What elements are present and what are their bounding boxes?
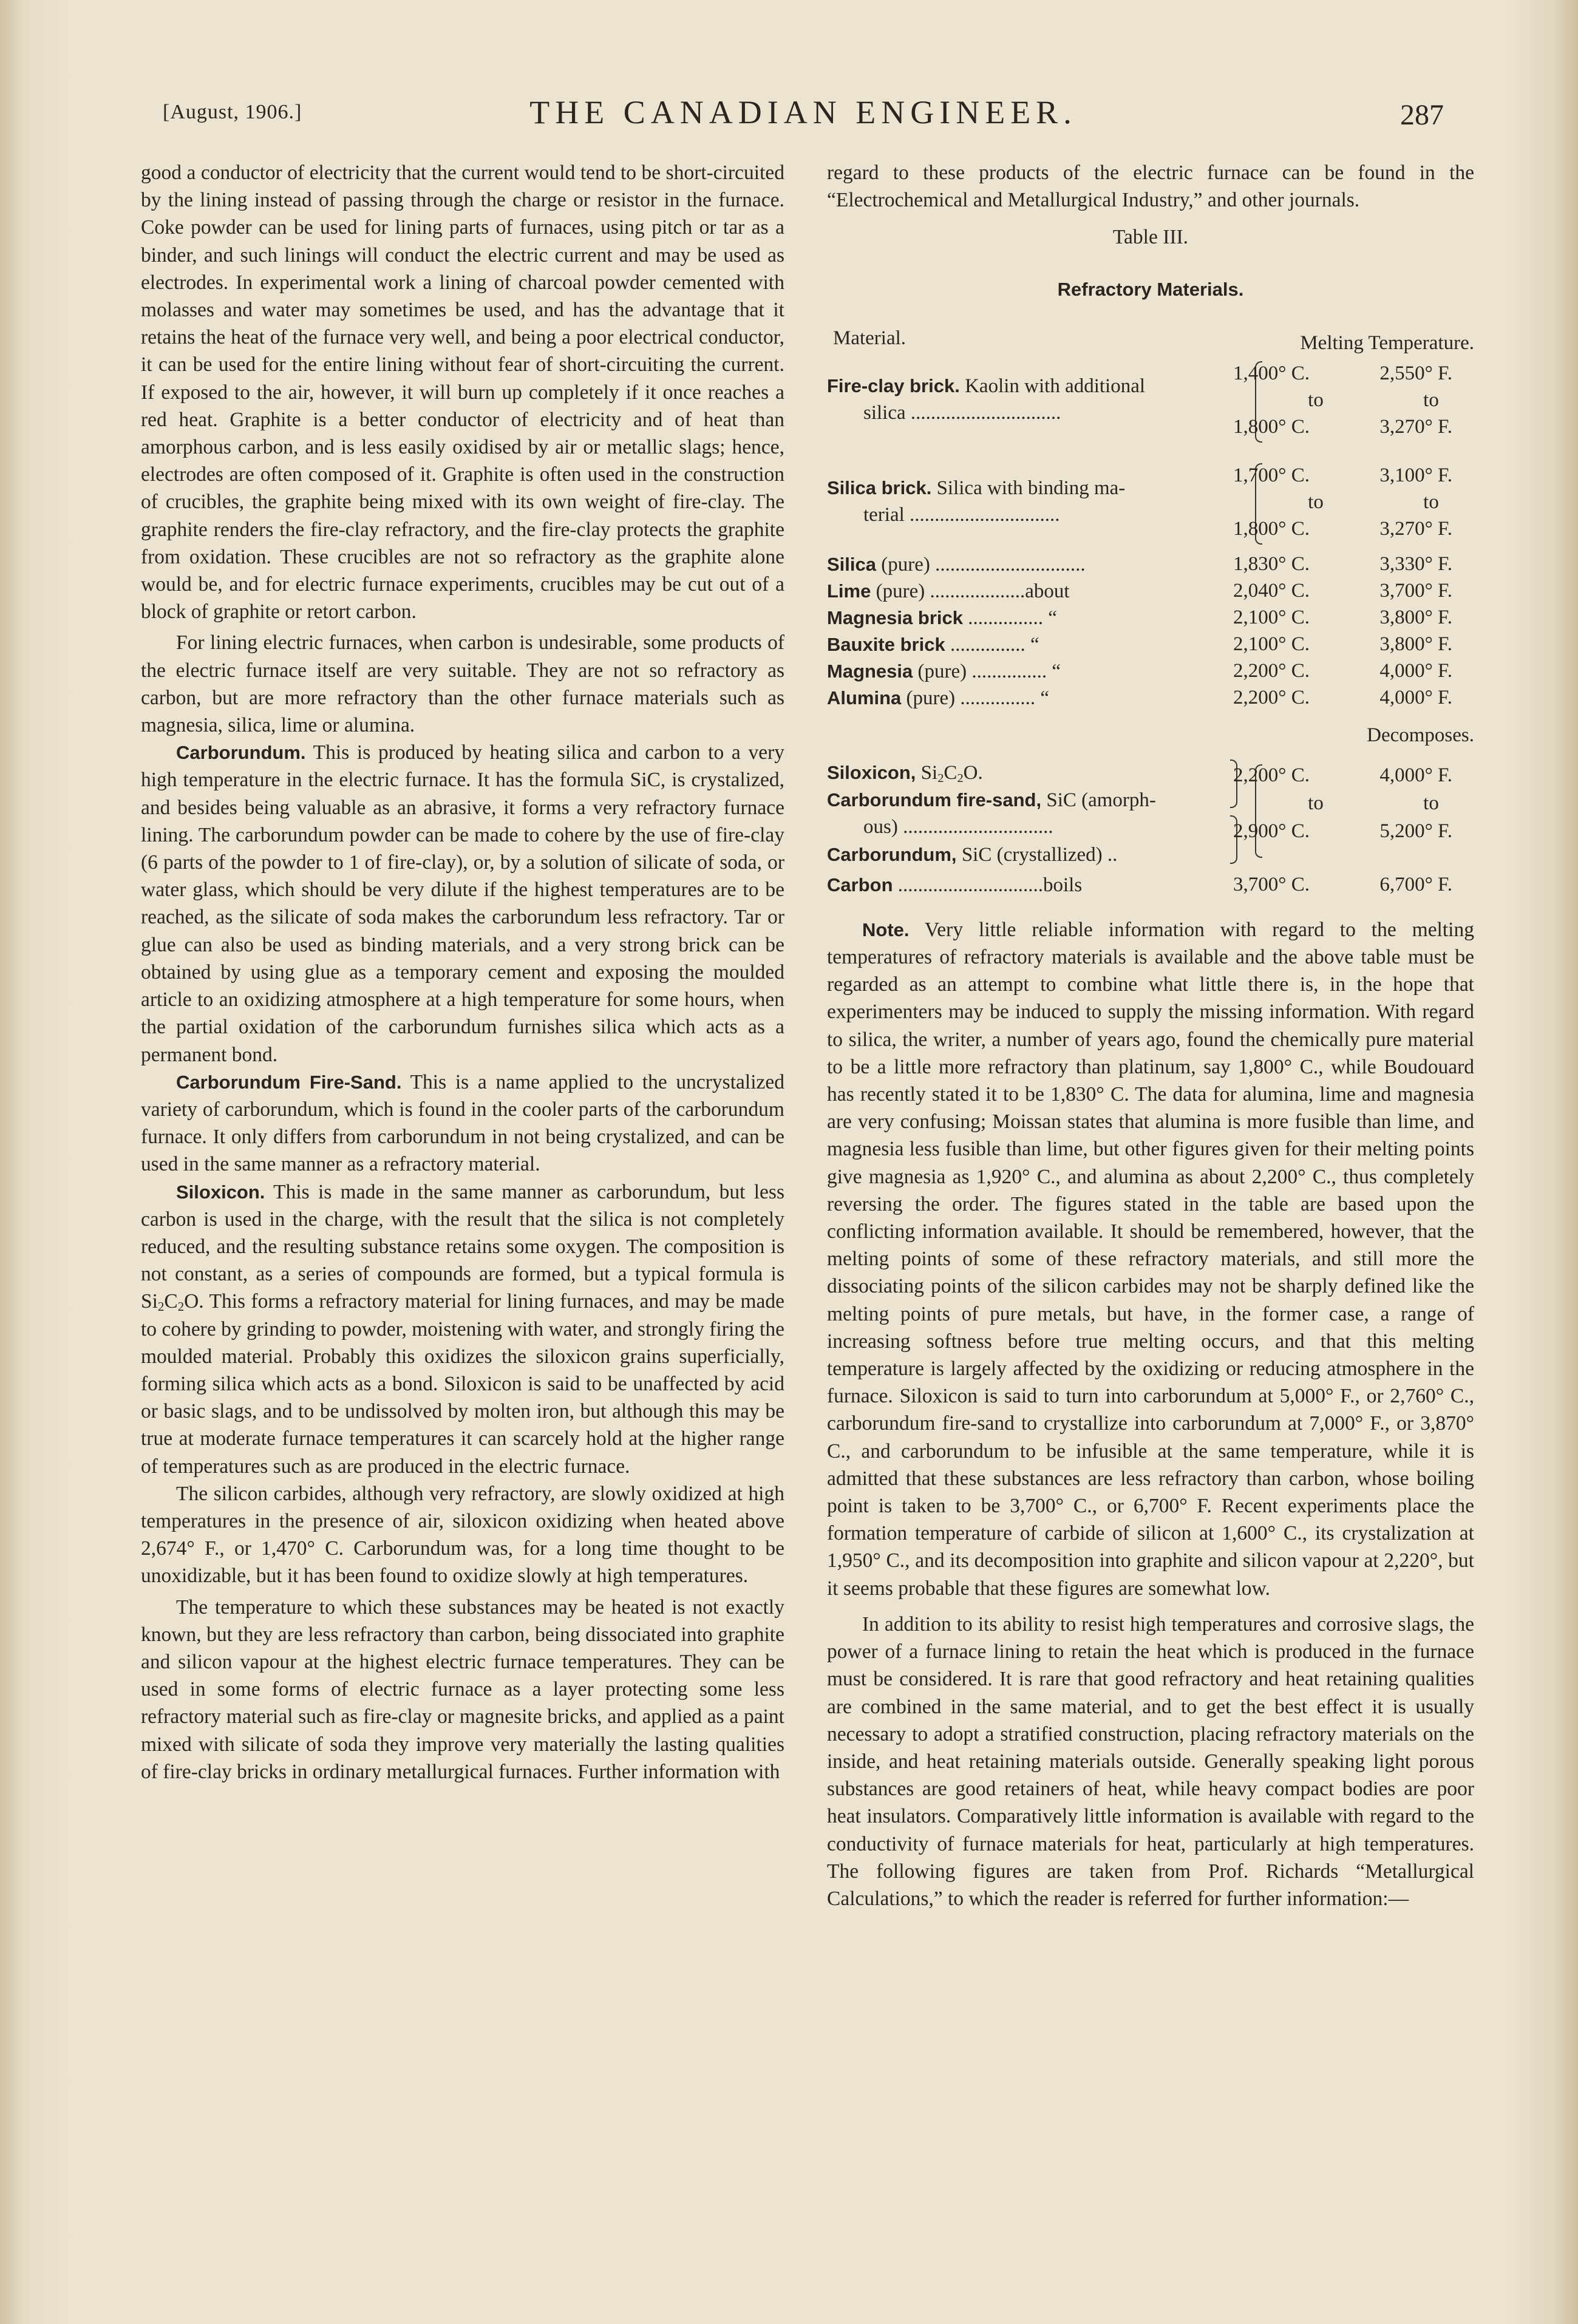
paragraph-body: This is a name applied to the uncrystalized variety of carborundum, which is found in the cooler parts of the carborundum furnace. It only differs from carborundum in not being crystalized, and can be used in the same manner as a refractory material. — [141, 1070, 784, 1176]
column-header-melting: Melting Temperature. — [1300, 331, 1474, 354]
row-siloxicon: Siloxicon, $Si_2C_2O$. — [827, 761, 983, 785]
temp-f: 3,800° F. — [1379, 633, 1452, 655]
table-caption: Table III. — [1112, 226, 1189, 249]
material-note: .............................boils — [897, 874, 1083, 896]
paragraph: regard to these products of the electric furnace can be found in the “Electrochemical and Metallurgical Industry,” and other journals. — [827, 161, 1474, 212]
material-desc: SiC (crystallized) .. — [961, 843, 1118, 866]
range-to: to — [1423, 491, 1439, 513]
temp-c: 1,700° C. — [1233, 464, 1310, 486]
paragraph-body: Very little reliable information with regard to the melting temperatures of refractory materials is available and the above table must be regarded as an attempt to combine what little there is, in the hope that experimenters may be induced to supply the missing information. With regard to silica, the writer, a number of years ago, found the chemically pure material to be a little more refractory than platinum, say 1,800° C., while Boudouard has recently stated it to be 1,830° C. The data for alumina, lime and magnesia are very confusing; Moissan states that alumina is more fusible than lime, and magnesia less fusible than lime, but other figures given for their melting points give magnesia as 1,920° C., and alumina as about 2,200° C., thus completely reversing the order. The figures stated in the table are based upon the conflicting information available. It should be remembered, however, that the melting points of some of these refractory materials, and still more the dissociating points of the silicon carbides may not be sharply defined like the melting points of pure metals, but have, in the former case, a range of increasing softness before true melting occurs, and that this melting temperature is largely affected by the oxidizing or reducing atmosphere in the furnace. Siloxicon is said to turn into carborundum at 5,000° F., or 2,760° C., carborundum fire-sand to crystallize into carborundum at 7,000° F., or 3,870° C., and carborundum to be infusible at the same temperature, while it is admitted that these substances are less refractory than carbon, whose boiling point is taken to be 3,700° C., or 6,700° F. Recent experiments place the formation temperature of carbide of silicon at 1,600° C., its crystalization at 1,950° C., and its decomposition into graphite and silicon vapour at 2,220°, but it seems probable that these figures are somewhat low. — [827, 918, 1474, 1600]
material-name: Carborundum, — [827, 843, 957, 865]
temp-f: 2,550° F. — [1379, 362, 1452, 384]
temp-f: 4,000° F. — [1379, 659, 1452, 682]
run-in-heading: Carborundum. — [176, 742, 306, 764]
range-to: to — [1308, 491, 1324, 513]
material-name: Silica brick. — [827, 477, 932, 498]
range-to: to — [1423, 389, 1439, 411]
temp-f: 3,800° F. — [1379, 606, 1452, 628]
page-number: 287 — [1400, 99, 1444, 131]
temp-c: 3,700° C. — [1233, 873, 1310, 895]
material-name: Fire-clay brick. — [827, 375, 960, 396]
row-carbon — [827, 871, 1082, 899]
material-desc: SiC (amorph- — [1046, 789, 1156, 811]
temp-f: 3,330° F. — [1379, 552, 1452, 575]
left-column — [141, 159, 784, 1785]
paragraph: The temperature to which these substances may be heated is not exactly known, but they are less refractory than carbon, being dissociated into graphite and silicon vapour at the highest electric furnace temperatures. They can be used in some forms of electric furnace as a layer protecting some less refractory material such as fire-clay or magnesite bricks, and applied as a paint mixed with silicate of soda they improve very materially the lasting qualities of fire-clay bricks in ordinary metallurgical furnaces. Further information with — [141, 1595, 784, 1783]
paragraph: good a conductor of electricity that the current would tend to be short-circuited by the lining instead of passing through the charge or resistor in the furnace. Coke powder can be used for lining parts of furnaces, using pitch or tar as a binder, and such linings will conduct the electric current and may be used as electrodes. In experimental work a lining of charcoal powder cemented with molasses and water may sometimes be used, and has the advantage that it retains the heat of the furnace very well, and being a poor electrical conductor, it can be used for the entire lining without fear of short-circuiting the current. If exposed to the air, however, it will burn up completely if it once reaches a red heat. Graphite is a better conductor of electricity and of heat than amorphous carbon, and is less easily oxidised by air or metallic slags; hence, electrodes are often composed of it. Graphite is often used in the construction of crucibles, the graphite being mixed with its own weight of fire-clay. The graphite renders the fire-clay refractory, and the fire-clay protects the graphite from oxidation. These crucibles are not so refractory as the graphite alone would be, and for electric furnace experiments, crucibles may be cut out of a block of graphite or retort carbon. — [141, 161, 784, 623]
paragraph-body: This forms a refractory material for lining furnaces, and may be made to cohere by grinding to powder, moistening with water, and strongly firing the moulded material. Probably this oxidizes the siloxicon grains superficially, forming silica which acts as a bond. Siloxicon is said to be unaffected by acid or basic slags, and to be undissolved by molten iron, but although this may be true at moderate furnace temperatures it can scarcely hold at the higher range of temperatures such as are produced in the electric furnace. — [141, 1290, 784, 1478]
temp-f: 4,000° F. — [1379, 686, 1452, 708]
paragraph-carborundum — [141, 739, 784, 1068]
temp-f: 3,270° F. — [1379, 517, 1452, 540]
temp-f: 3,270° F. — [1379, 415, 1452, 438]
material-desc: Silica with binding ma- — [936, 477, 1126, 499]
row-alumina — [827, 684, 1049, 712]
row-silica — [827, 551, 1086, 579]
temp-c: 2,040° C. — [1233, 579, 1310, 602]
issue-date: [August, 1906.] — [163, 101, 302, 123]
temp-c: 1,800° C. — [1233, 415, 1310, 438]
table-title: Refractory Materials. — [1057, 278, 1244, 300]
material-note: ............... “ — [950, 633, 1039, 656]
material-note: (pure) ............... “ — [906, 687, 1050, 709]
temp-f: 5,200° F. — [1379, 820, 1452, 842]
paragraph-note — [827, 916, 1474, 1602]
temp-f: 6,700° F. — [1379, 873, 1452, 895]
material-name: Alumina — [827, 687, 902, 708]
material-name: Magnesia brick — [827, 606, 963, 628]
row-lime — [827, 577, 1070, 605]
temp-c: 1,400° C. — [1233, 362, 1310, 384]
column-header-material: Material. — [833, 327, 906, 349]
paragraph-siloxicon: Siloxicon. This is made in the same manner as carborundum, but less carbon is used in the charge, with the result that the silica is not completely reduced, and the resulting substance retains some oxygen. The composition is not constant, as a series of compounds are formed, but a typical formula is $Si_2C_2O$. This forms a refractory material for lining furnaces, and may be made to cohere by grinding to powder, moistening with water, and strongly firing the moulded material. Probably this oxidizes the siloxicon grains superficially, forming silica which acts as a bond. Siloxicon is said to be unaffected by acid or basic slags, and to be undissolved by molten iron, but although this may be true at moderate furnace temperatures it can scarcely hold at the higher range of temperatures such as are produced in the electric furnace. — [141, 1180, 784, 1478]
row-fireclay-desc: silica .............................. — [863, 401, 1061, 424]
material-name: Bauxite brick — [827, 633, 945, 655]
temp-f: 4,000° F. — [1379, 764, 1452, 786]
temp-c: 2,900° C. — [1233, 820, 1310, 842]
page-header — [163, 91, 1444, 140]
paragraph-body: This is made in the same manner as carborundum, but less carbon is used in the charge, with the result that the silica is not completely reduced, and the resulting substance retains some oxygen. The composition is not constant, as a series of compounds are formed, but a typical formula is Si — [141, 1180, 784, 1313]
range-to: to — [1308, 389, 1324, 411]
right-column — [827, 159, 1474, 1912]
range-to: to — [1308, 792, 1324, 814]
run-in-heading: Siloxicon. — [176, 1181, 265, 1203]
temp-c: 1,830° C. — [1233, 552, 1310, 575]
material-note: ............... “ — [968, 606, 1057, 629]
row-magnesia-pure — [827, 657, 1061, 685]
material-desc: Kaolin with additional — [965, 375, 1146, 397]
row-magnesia-brick — [827, 604, 1057, 632]
formula: Si — [920, 761, 938, 784]
temp-c: 2,100° C. — [1233, 633, 1310, 655]
paragraph: The silicon carbides, although very refractory, are slowly oxidized at high temperatures in the presence of air, siloxicon oxidizing when heated above 2,674° F., or 1,470° C. Carborundum was, for a long time thought to be unoxidizable, but it has been found to oxidize slowly at high temperatures. — [141, 1482, 784, 1588]
run-in-heading: Carborundum Fire-Sand. — [176, 1071, 402, 1093]
run-in-heading: Note. — [862, 919, 910, 940]
journal-title: THE CANADIAN ENGINEER. — [529, 94, 1077, 131]
material-name: Lime — [827, 580, 871, 602]
temp-f: 3,700° F. — [1379, 579, 1452, 602]
temp-c: 2,200° C. — [1233, 686, 1310, 708]
temp-c: 1,800° C. — [1233, 517, 1310, 540]
material-note: (pure) ...................about — [876, 580, 1070, 602]
temp-c: 2,100° C. — [1233, 606, 1310, 628]
decomposes-header: Decomposes. — [1367, 724, 1474, 746]
material-name: Silica — [827, 553, 876, 575]
paragraph: In addition to its ability to resist high temperatures and corrosive slags, the power of a furnace lining to retain the heat which is produced in the furnace must be considered. It is rare that good refractory and heat retaining qualities are combined in the same material, and to get the best effect it is usually necessary to adopt a stratified construction, placing refractory materials on the inside, and heat retaining materials outside. Generally speaking light porous substances are good retainers of heat, while heavy compact bodies are poor heat insulators. Comparatively little information is available with regard to the conductivity of furnace materials for heat, particularly at high temperatures. The following figures are taken from Prof. Richards “Metallurgical Calculations,” to which the reader is referred for further information:— — [827, 1612, 1474, 1910]
row-fireclay-label — [827, 372, 1145, 400]
row-carborundum — [827, 841, 1117, 869]
row-firesand-desc: ous) .............................. — [863, 815, 1053, 838]
range-to: to — [1423, 792, 1439, 814]
material-note: (pure) ............... “ — [917, 660, 1061, 682]
temp-c: 2,200° C. — [1233, 764, 1310, 786]
paragraph-fire-sand — [141, 1069, 784, 1178]
row-firesand — [827, 786, 1156, 814]
material-note: (pure) .............................. — [881, 553, 1086, 576]
material-name: Carbon — [827, 874, 893, 895]
paragraph: For lining electric furnaces, when carbon is undesirable, some products of the electric furnace itself are very suitable. They are not so refractory as carbon, but are more refractory than the other furnace materials such as magnesia, silica, lime or alumina. — [141, 631, 784, 737]
row-bauxite-brick — [827, 631, 1039, 659]
row-silicabrick-desc: terial .............................. — [863, 503, 1060, 526]
material-name: Magnesia — [827, 660, 913, 682]
row-silicabrick-label — [827, 474, 1125, 502]
paragraph-body: This is produced by heating silica and carbon to a very high temperature in the electric furnace. It has the formula SiC, is crystalized, and besides being valuable as an abrasive, it forms a very refractory furnace lining. The carborundum powder can be made to cohere by the use of fire-clay (6 parts of the powder to 1 of fire-clay), or, by a solution of silicate of soda, or water glass, which should be very dilute if the highest temperatures are to be reached, as the silicate of soda makes the carborundum less refractory. Tar or glue can also be used as binding materials, and a very strong brick can be obtained by using glue as a temporary cement and exposing the moulded article to an oxidizing atmosphere at a high temperature for some hours, when the partial oxidation of the carborundum furnishes silica which acts as a permanent bond. — [141, 741, 784, 1066]
material-name: Siloxicon, — [827, 761, 916, 783]
refractory-materials-table — [827, 325, 1474, 908]
temp-c: 2,200° C. — [1233, 659, 1310, 682]
temp-f: 3,100° F. — [1379, 464, 1452, 486]
material-name: Carborundum fire-sand, — [827, 789, 1042, 810]
